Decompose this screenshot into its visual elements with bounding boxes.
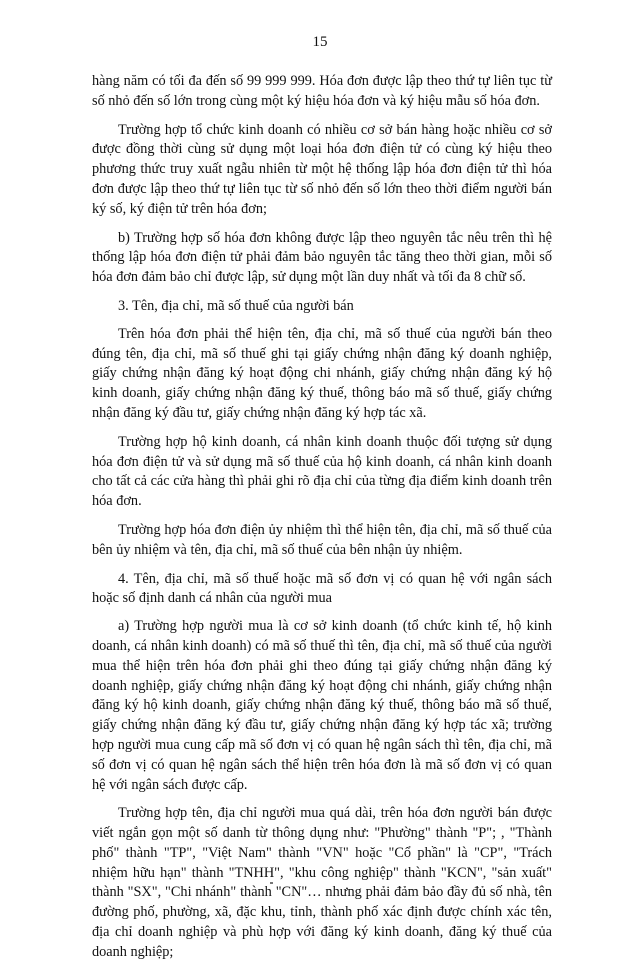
paragraph-household-business: Trường hợp hộ kinh doanh, cá nhân kinh doanh thuộc đối tượng sử dụng hóa đơn điện tử và sử dụng mã số thuế của hộ kinh doanh, cá nhân kinh doanh cho tất cả các cửa hàng thì phải ghi rõ địa chỉ của từng địa điểm kinh doanh trên hóa đơn. — [92, 433, 552, 510]
document-body — [92, 72, 552, 972]
paragraph-item-b: b) Trường hợp số hóa đơn không được lập theo nguyên tắc nêu trên thì hệ thống lập hóa đơn điện tử phải đảm bảo nguyên tắc tăng theo thời gian, mỗi số hóa đơn đảm bảo chỉ được lập, sử dụng một lần duy nhất và tối đa 8 chữ số. — [92, 229, 552, 286]
paragraph-seller-info: Trên hóa đơn phải thể hiện tên, địa chỉ, mã số thuế của người bán theo đúng tên, địa chỉ, mã số thuế ghi tại giấy chứng nhận đăng ký doanh nghiệp, giấy chứng nhận đăng ký hoạt động chi nhánh, giấy chứng nhận đăng ký hộ kinh doanh, giấy chứng nhận đăng ký thuế, thông báo mã số thuế, giấy chứng nhận đăng ký đầu tư, giấy chứng nhận đăng ký hợp tác xã. — [92, 325, 552, 421]
scan-speck — [270, 882, 273, 884]
paragraph-continuation: hàng năm có tối đa đến số 99 999 999. Hóa đơn được lập theo thứ tự liên tục từ số nhỏ đến số lớn trong cùng một ký hiệu hóa đơn và ký hiệu mẫu số hóa đơn. — [92, 73, 552, 109]
section-heading-3: 3. Tên, địa chỉ, mã số thuế của người bán — [118, 297, 354, 314]
paragraph-item-a: a) Trường hợp người mua là cơ sở kinh doanh (tổ chức kinh tế, hộ kinh doanh, cá nhân kinh doanh) có mã số thuế thì tên, địa chỉ, mã số thuế của người mua thể hiện trên hóa đơn phải ghi theo đúng tại giấy chứng nhận đăng ký doanh nghiệp, giấy chứng nhận đăng ký hoạt động chi nhánh, giấy chứng nhận đăng ký hộ kinh doanh, giấy chứng nhận đăng ký thuế, thông báo mã số thuế, giấy chứng nhận đăng ký đầu tư, giấy chứng nhận đăng ký hợp tác xã; trường hợp người mua cung cấp mã số đơn vị có quan hệ ngân sách thì tên, địa chỉ, mã số đơn vị có quan hệ ngân sách thể hiện trên hóa đơn là mã số đơn vị có quan hệ với ngân sách được cấp. — [92, 618, 552, 793]
page-number: 15 — [312, 34, 328, 50]
paragraph-authorized-invoice: Trường hợp hóa đơn điện ủy nhiệm thì thể hiện tên, địa chỉ, mã số thuế của bên ủy nhiệm và tên, địa chỉ, mã số thuế của bên nhận ủy nhiệm. — [92, 521, 552, 558]
section-heading-4: 4. Tên, địa chỉ, mã số thuế hoặc mã số đơn vị có quan hệ với ngân sách hoặc số định danh cá nhân của người mua — [92, 570, 552, 607]
paragraph-abbreviations: Trường hợp tên, địa chỉ người mua quá dài, trên hóa đơn người bán được viết ngắn gọn một số danh từ thông dụng như: "Phường" thành "P"; , "Thành phố" thành "TP", "Việt Nam" thành "VN" hoặc "Cổ phần" là "CP", "Trách nhiệm hữu hạn" thành "TNHH", "khu công nghiệp" thành "KCN", "sản xuất" thành "SX", "Chi nhánh" thành "CN"… nhưng phải đảm bảo đầy đủ số nhà, tên đường phố, phường, xã, đặc khu, tỉnh, thành phố xác định được chính xác tên, địa chỉ doanh nghiệp và phù hợp với đăng ký kinh doanh, đăng ký thuế của doanh nghiệp; — [92, 805, 552, 960]
paragraph-multi-location: Trường hợp tổ chức kinh doanh có nhiều cơ sở bán hàng hoặc nhiều cơ sở được đồng thời cùng sử dụng một loại hóa đơn điện tử có cùng ký hiệu theo phương thức truy xuất ngẫu nhiên từ một hệ thống lập hóa đơn điện tử thì hóa đơn được lập theo thứ tự liên tục từ số nhỏ đến số lớn theo thời điểm người bán ký số, ký điện tử trên hóa đơn; — [92, 121, 552, 217]
